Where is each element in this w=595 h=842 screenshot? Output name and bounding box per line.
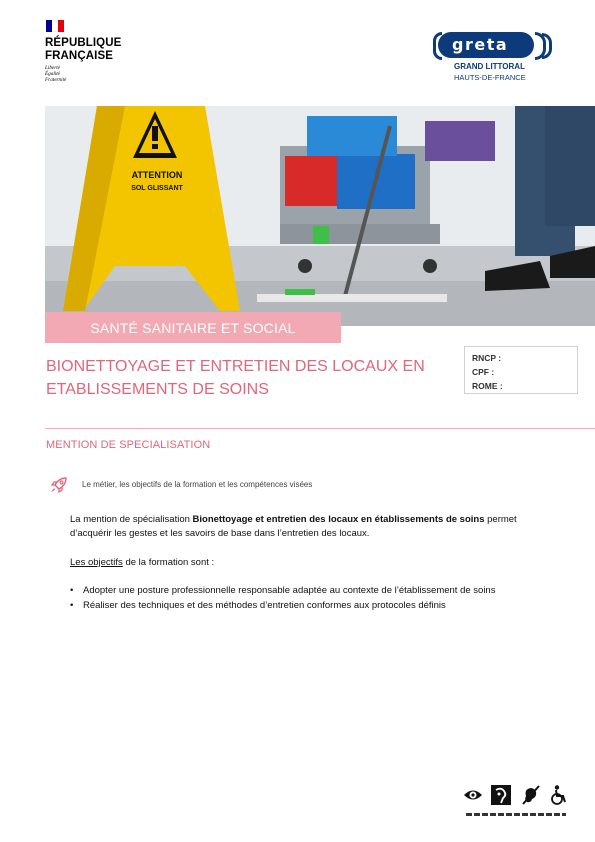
rocket-icon: [49, 475, 69, 495]
category-label: SANTÉ SANITAIRE ET SOCIAL: [90, 319, 296, 336]
section-heading: MENTION DE SPECIALISATION: [46, 439, 211, 451]
republique-francaise-name: RÉPUBLIQUE FRANÇAISE: [45, 37, 122, 62]
mental-disability-icon: [490, 784, 512, 806]
section-divider: [45, 428, 595, 429]
objectives-list: [70, 584, 540, 614]
cpf-label: CPF :: [472, 367, 495, 377]
objectives-heading: Le métier, les objectifs de la formation et les compétences visées: [82, 480, 313, 489]
hero-photo: [45, 106, 595, 326]
sign-text-line2: SOL GLISSANT: [131, 185, 183, 192]
rome-label: ROME :: [472, 381, 503, 391]
sign-text-line1: ATTENTION: [131, 170, 183, 180]
visual-impairment-icon: [462, 784, 484, 806]
objectives-label: Les objectifs de la formation sont :: [70, 557, 215, 568]
greta-logo: greta GRAND LITTORAL HAUTS-DE-FRANCE: [432, 30, 557, 90]
hearing-impairment-icon: [520, 784, 542, 806]
page-title: BIONETTOYAGE ET ENTRETIEN DES LOCAUX EN ETABLISSEMENTS DE SOINS: [46, 358, 425, 398]
french-flag-icon: [46, 20, 64, 32]
republique-francaise-logo: [45, 20, 135, 83]
accessibility-icons: [462, 784, 572, 824]
list-item: • Réaliser des techniques et des méthodes d’entretien conformes aux protocoles définis: [70, 600, 446, 611]
codes-box: [464, 346, 578, 394]
greta-region-line2: HAUTS-DE-FRANCE: [454, 73, 526, 82]
category-band: [45, 312, 341, 343]
accessibility-caption: [466, 813, 566, 816]
rncp-label: RNCP :: [472, 353, 502, 363]
wheelchair-icon: [548, 784, 570, 806]
list-item: • Adopter une posture professionnelle responsable adaptée au contexte de l’établissement de soins: [70, 585, 496, 596]
greta-region-line1: GRAND LITTORAL: [454, 62, 525, 71]
republique-motto: Liberté Égalité Fraternité: [45, 65, 67, 83]
intro-paragraph: La mention de spécialisation Bionettoyage et entretien des locaux en établissements de soins permet d’acquérir les gestes et les savoirs de base dans l’entretien des locaux.: [70, 514, 517, 539]
